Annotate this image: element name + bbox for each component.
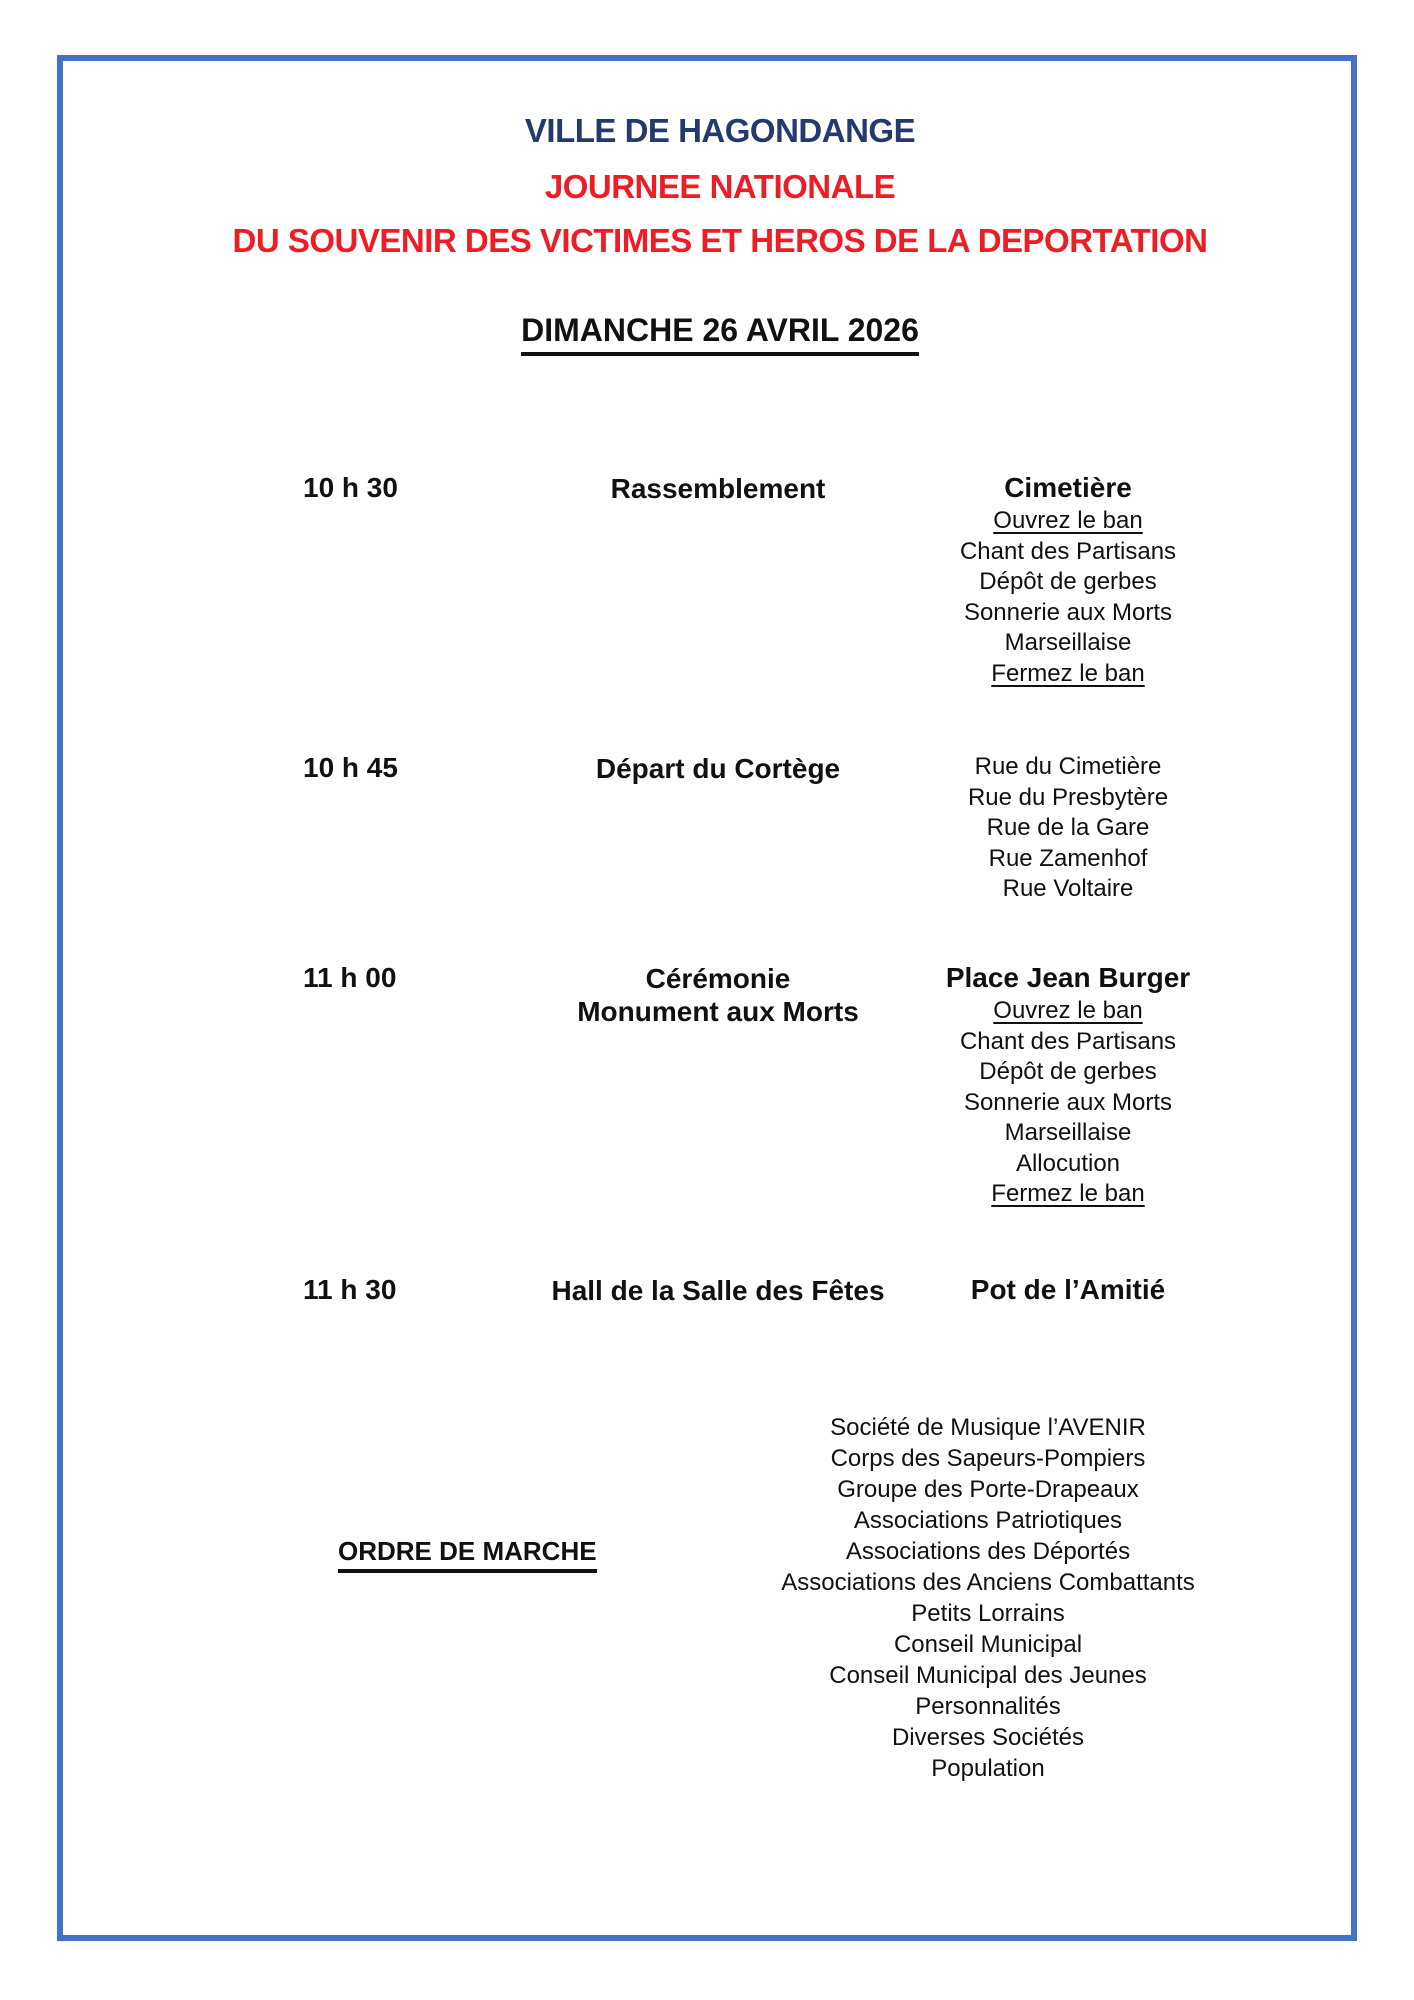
order-of-march-item: Population: [931, 1755, 1045, 1782]
schedule-detail-item: Chant des Partisans: [959, 1027, 1177, 1055]
schedule-detail-item: Rue Voltaire: [1002, 875, 1134, 902]
schedule-detail-item: Allocution: [1015, 1149, 1121, 1177]
order-of-march-list: [738, 1412, 1238, 1784]
schedule-details: [868, 752, 1268, 905]
schedule-location: [868, 752, 1268, 905]
schedule-details: [868, 996, 1268, 1210]
order-of-march-item: Société de Musique l’AVENIR: [830, 1414, 1146, 1441]
event-title-line2: DU SOUVENIR DES VICTIMES ET HEROS DE LA DEPORTATION: [232, 222, 1208, 259]
schedule-detail-item: Fermez le ban: [991, 659, 1145, 687]
order-of-march-item: Personnalités: [915, 1693, 1061, 1720]
order-of-march-item: Groupe des Porte-Drapeaux: [837, 1476, 1139, 1503]
order-of-march-item: Associations Patriotiques: [853, 1507, 1123, 1534]
schedule-detail-item: Fermez le ban: [991, 1180, 1145, 1207]
order-of-march-item: Conseil Municipal: [893, 1631, 1083, 1658]
order-of-march-item: Petits Lorrains: [911, 1600, 1065, 1627]
schedule-activity-line: Rassemblement: [610, 473, 826, 504]
event-date-text: DIMANCHE 26 AVRIL 2026: [521, 312, 919, 356]
order-of-march-item: Diverses Sociétés: [891, 1724, 1085, 1751]
order-of-march-item: Associations des Anciens Combattants: [781, 1569, 1195, 1596]
schedule-activity-line: Monument aux Morts: [577, 996, 859, 1027]
schedule-detail-item: Rue de la Gare: [986, 814, 1150, 841]
order-of-march-item: Corps des Sapeurs-Pompiers: [830, 1445, 1146, 1472]
schedule-detail-item: Sonnerie aux Morts: [963, 1088, 1173, 1116]
schedule-detail-item: Rue du Presbytère: [967, 783, 1169, 811]
schedule-time: 10 h 45: [303, 752, 398, 783]
schedule-time: 11 h 30: [303, 1274, 397, 1305]
schedule-details: [868, 506, 1268, 689]
schedule-activity-line: Hall de la Salle des Fêtes: [551, 1275, 885, 1306]
schedule-detail-item: Dépôt de gerbes: [979, 1058, 1157, 1085]
schedule-activity-line: Départ du Cortège: [595, 753, 841, 784]
order-of-march-label: [338, 1536, 597, 1573]
order-of-march-item: Conseil Municipal des Jeunes: [829, 1662, 1147, 1689]
order-of-march-label-text: ORDRE DE MARCHE: [338, 1536, 597, 1573]
schedule-detail-item: Marseillaise: [1004, 629, 1132, 656]
event-date: [25, 312, 1414, 356]
schedule-activity-line: Cérémonie: [645, 963, 791, 994]
schedule-detail-item: Chant des Partisans: [959, 537, 1177, 565]
schedule-detail-item: Sonnerie aux Morts: [963, 598, 1173, 626]
event-title-line1: JOURNEE NATIONALE: [544, 168, 896, 205]
schedule-location: [868, 1274, 1268, 1308]
schedule-location-name: Cimetière: [1004, 472, 1132, 503]
schedule-detail-item: Rue Zamenhof: [988, 844, 1148, 872]
schedule-time: 11 h 00: [303, 962, 397, 993]
schedule-detail-item: Rue du Cimetière: [974, 753, 1162, 780]
schedule-location-name: Place Jean Burger: [945, 962, 1191, 993]
schedule-detail-item: Dépôt de gerbes: [979, 568, 1157, 595]
schedule-location: [868, 472, 1268, 689]
schedule-location-name: Pot de l’Amitié: [970, 1274, 1166, 1305]
schedule-detail-item: Ouvrez le ban: [993, 997, 1143, 1024]
schedule-detail-item: Marseillaise: [1004, 1119, 1132, 1146]
schedule-time: 10 h 30: [303, 472, 398, 503]
schedule-detail-item: Ouvrez le ban: [993, 507, 1143, 534]
order-of-march-item: Associations des Déportés: [845, 1538, 1131, 1565]
schedule-location: [868, 962, 1268, 1210]
city-title: VILLE DE HAGONDANGE: [524, 112, 916, 149]
